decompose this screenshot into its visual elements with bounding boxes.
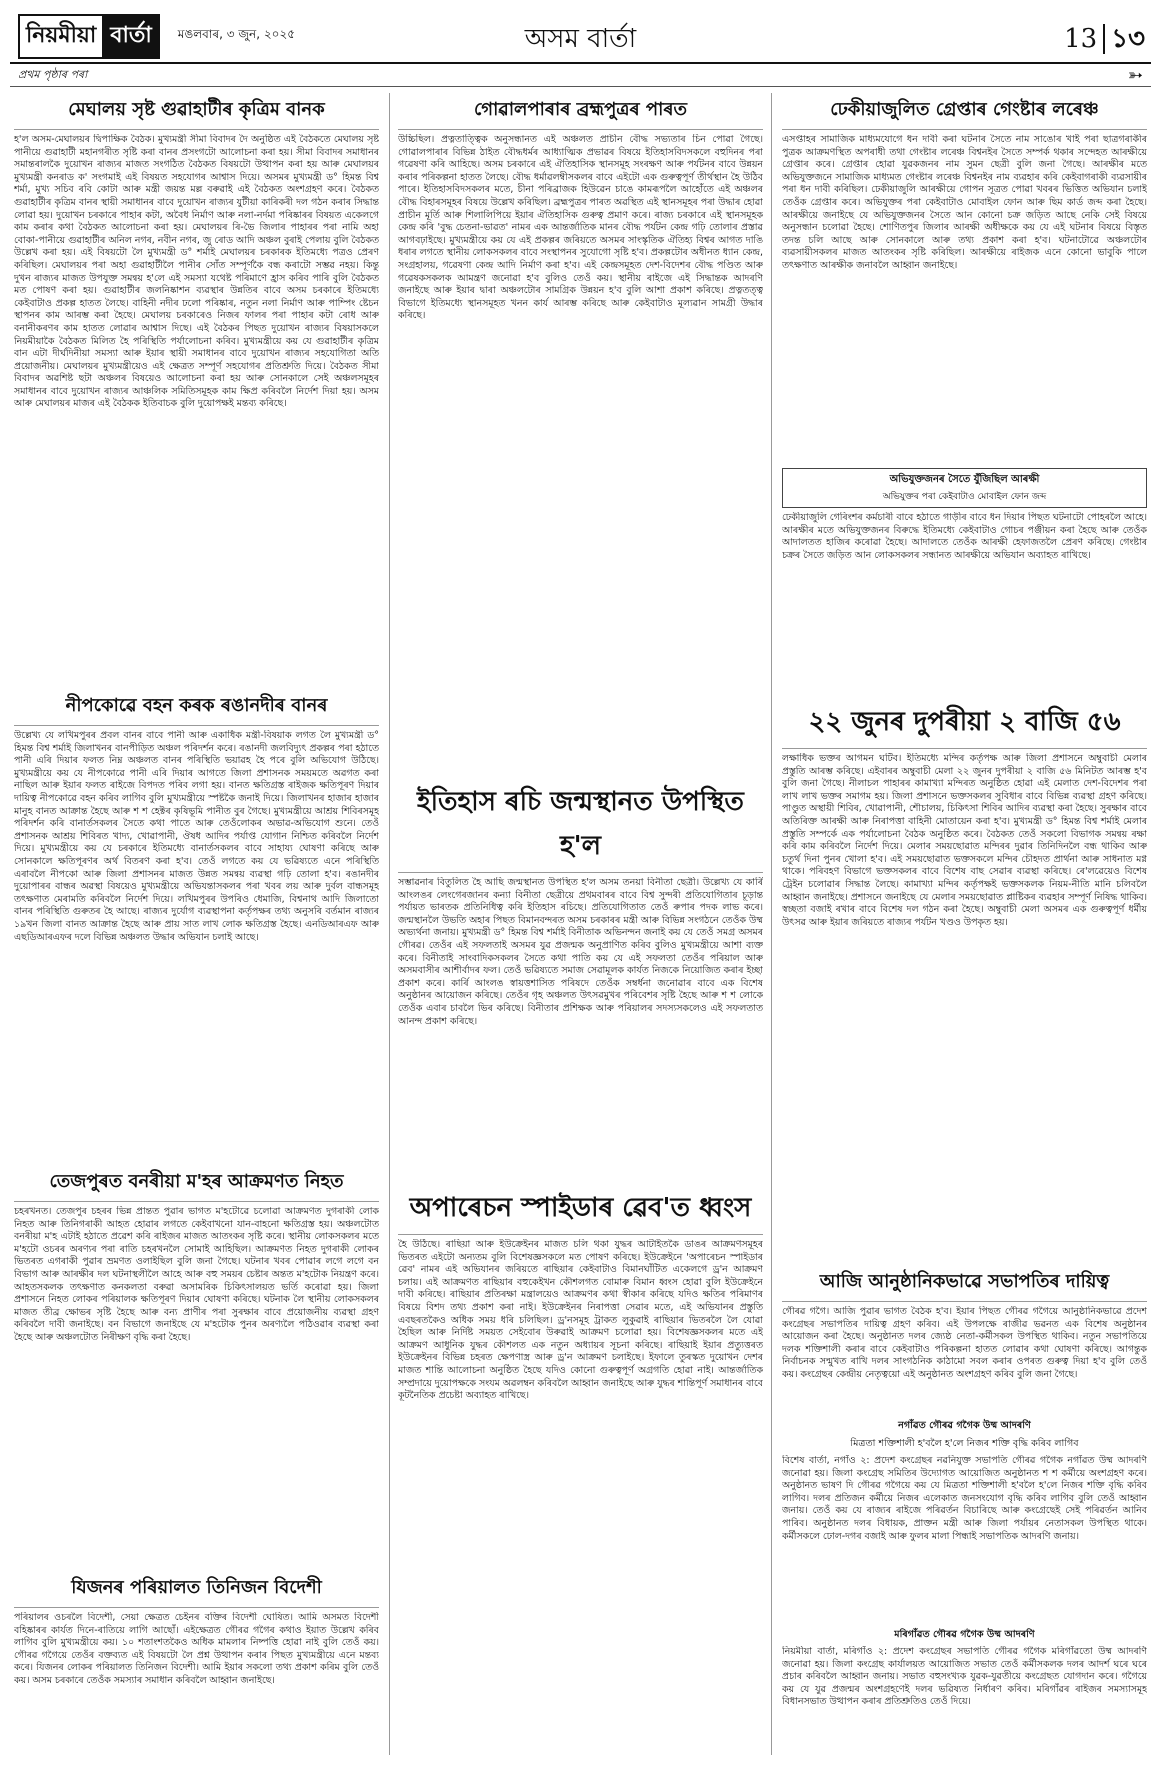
article-headline: গোৱালপাৰাৰ ব্ৰহ্মপুত্ৰৰ পাৰত <box>398 95 763 130</box>
article-congress-president <box>782 1265 1147 1755</box>
article-body: উচ্চিছিল। প্ৰত্নতাত্ত্বিক অনুসন্ধানত এই অঞ্চলত প্ৰাচীন বৌদ্ধ সভ্যতাৰ চিন পোৱা গৈছে। গোৱালপাৰাৰ বিভিন্ন ঠাইত বৌদ্ধধৰ্মৰ আধ্যাত্মিক প্ৰভাৱৰ বিষয়ে ইতিহাসবিদসকলে বহুদিনৰ পৰা গৱেষণা কৰি আহিছে। অসম চৰকাৰে এই ঐতিহাসিক স্থানসমূহ সংৰক্ষণ আৰু পৰ্যটনৰ বাবে উন্নয়ন কৰাৰ পৰিকল্পনা হাতত লৈছে। বৌদ্ধ ধৰ্মাৱলম্বীসকলৰ বাবে এইটো এক গুৰুত্বপূৰ্ণ তীৰ্থস্থান হৈ উঠিব পাৰে। ইতিহাসবিদসকলৰ মতে, চীনা পৰিব্ৰাজক হিউৱেন চাঙে কামৰূপলৈ আহোঁতে এই অঞ্চলৰ বৌদ্ধ বিহাৰসমূহৰ বিষয়ে উল্লেখ কৰিছিল। ব্ৰহ্মপুত্ৰৰ পাৰত অৱস্থিত এই স্থানসমূহৰ পৰা উদ্ধাৰ হোৱা প্ৰাচীন মূৰ্তি আৰু শিলালিপিয়ে ইয়াৰ ঐতিহাসিক গুৰুত্ব প্ৰমাণ কৰে। ৰাজ্য চৰকাৰে এই স্থানসমূহক কেন্দ্ৰ কৰি 'বুদ্ধ চেতনা-ভাৱত' নামৰ এক আন্তৰ্জাতিক মানৰ বৌদ্ধ পৰ্যটন কেন্দ্ৰ গঢ়ি তোলাৰ প্ৰস্তাৱ আগবঢ়াইছে। মুখ্যমন্ত্ৰীয়ে কয় যে এই প্ৰকল্পৰ জৰিয়তে অসমৰ সাংস্কৃতিক ঐতিহ্য বিশ্বৰ আগত দাঙি ধৰাৰ লগতে স্থানীয় লোকসকলৰ বাবে সংস্থাপনৰ সুযোগো সৃষ্টি হ'ব। প্ৰকল্পটোৰ অধীনত ধ্যান কেন্দ্ৰ, সংগ্ৰহালয়, গৱেষণা কেন্দ্ৰ আদি নিৰ্মাণ কৰা হ'ব। এই কেন্দ্ৰসমূহত দেশ-বিদেশৰ বৌদ্ধ পণ্ডিত আৰু গৱেষকসকলক আমন্ত্ৰণ জনোৱা হ'ব বুলিও তেওঁ কয়। স্থানীয় ৰাইজে এই সিদ্ধান্তক আদৰণি জনাইছে আৰু ইয়াৰ দ্বাৰা অঞ্চলটোৰ সামগ্ৰিক উন্নয়ন হ'ব বুলি আশা প্ৰকাশ কৰিছে। প্ৰত্নতত্ত্ব বিভাগে ইতিমধ্যে স্থানসমূহত খনন কাৰ্য আৰম্ভ কৰিছে আৰু কেইবাটাও মূল্যৱান সামগ্ৰী উদ্ধাৰ কৰিছে। <box>398 134 763 322</box>
article-headline: যিজনৰ পৰিয়ালত তিনিজন বিদেশী <box>14 1573 379 1608</box>
article-body: হৈ উঠিছে। ৰাছিয়া আৰু ইউক্ৰেইনৰ মাজত চলি থকা যুদ্ধৰ আটাইতকৈ ডাঙৰ আক্ৰমণসমূহৰ ভিতৰত এইটো অন্যতম বুলি বিশেষজ্ঞসকলে মত পোষণ কৰিছে। ইউক্ৰেইনে 'অপাৰেচন স্পাইডাৰ ৱেব' নামৰ এই অভিযানৰ জৰিয়তে ৰাছিয়াৰ কেইবাটাও বিমানঘাঁটিত একেলগে ড্ৰ'ন আক্ৰমণ চলায়। এই আক্ৰমণত ৰাছিয়াৰ বহুকেইখন কৌশলগত বোমাৰু বিমান ধ্বংস হোৱা বুলি ইউক্ৰেইনে দাবী কৰিছে। ৰাছিয়াৰ প্ৰতিৰক্ষা মন্ত্ৰালয়েও আক্ৰমণৰ কথা স্বীকাৰ কৰিছে যদিও ক্ষতিৰ পৰিমাণৰ বিষয়ে বিশদ তথ্য প্ৰকাশ কৰা নাই। ইউক্ৰেইনৰ নিৰাপত্তা সেৱাৰ মতে, এই অভিযানৰ প্ৰস্তুতি এবছৰতকৈও অধিক সময় ধৰি চলিছিল। ড্ৰ'নসমূহ ট্ৰাকত লুকুৱাই ৰাছিয়াৰ ভিতৰলৈ লৈ যোৱা হৈছিল আৰু নিৰ্দিষ্ট সময়ত সেইবোৰ উৰুৱাই আক্ৰমণ চলোৱা হয়। বিশেষজ্ঞসকলৰ মতে এই আক্ৰমণ আধুনিক যুদ্ধৰ কৌশলত এক নতুন অধ্যায়ৰ সূচনা কৰিছে। ৰাছিয়াই ইয়াৰ প্ৰত্যুত্তৰত ইউক্ৰেইনৰ বিভিন্ন চহৰত ক্ষেপণাস্ত্ৰ আৰু ড্ৰ'ন আক্ৰমণ চলাইছে। ইফালে তুৰস্কত দুয়োখন দেশৰ মাজত শান্তি আলোচনা অনুষ্ঠিত হৈছে যদিও কোনো গুৰুত্বপূৰ্ণ অগ্ৰগতি হোৱা নাই। আন্তৰ্জাতিক সম্প্ৰদায়ে দুয়োপক্ষকে সংযম অৱলম্বন কৰিবলৈ আহ্বান জনাইছে আৰু যুদ্ধৰ শান্তিপূৰ্ণ সমাধানৰ বাবে কূটনৈতিক প্ৰচেষ্টা অব্যাহত ৰাখিছে। <box>398 1239 763 1402</box>
kicker-nagaon-sub: মিত্ৰতা শক্তিশালী হ'বলৈ হ'লে নিজৰ শক্তি বৃদ্ধি কৰিব লাগিব <box>850 1438 1079 1449</box>
article-tezpur-buffalo <box>14 1165 379 1565</box>
continued-from-label: প্ৰথম পৃষ্ঠাৰ পৰা <box>18 67 88 81</box>
article-columns <box>10 87 1151 1755</box>
kicker-morigaon: মৰিগাঁৱত গৌৰৱ গগৈক উষ্ম আদৰণি <box>894 1629 1035 1640</box>
article-headline: অপাৰেচন স্পাইডাৰ ৱেব'ত ধ্বংস <box>398 1187 763 1235</box>
middle-column <box>389 93 772 1755</box>
article-headline: ইতিহাস ৰচি জন্মস্থানত উপস্থিত হ'ল <box>398 781 763 873</box>
article-headline: ঢেকীয়াজুলিত গ্ৰেপ্তাৰ গেংষ্টাৰ লৰেঞ্চ <box>782 95 1147 130</box>
article-body: চহৰখনত। তেজপুৰ চহৰৰ ভিন্ন প্ৰান্তত পুৱাৰ ভাগত ম'হটোৱে চলোৱা আক্ৰমণত দুগৰাকী লোক নিহত আৰু তিনিগৰাকী আহত হোৱাৰ লগতে কেইবাখনো যান-বাহনো ক্ষতিগ্ৰস্ত হয়। অঞ্চলটোত বনৰীয়া ম'হ এটাই হঠাতে প্ৰৱেশ কৰি ৰাইজৰ মাজত আতংকৰ সৃষ্টি কৰে। স্থানীয় লোকসকলৰ মতে ম'হটো ওচৰৰ অৰণ্যৰ পৰা ৰাতি চহৰখনলৈ সোমাই আহিছিল। আক্ৰমণত নিহত দুগৰাকী লোকৰ ভিতৰত এগৰাকী পুৱাৰ ভ্ৰমণত ওলাইছিল বুলি জনা গৈছে। ঘটনাৰ খবৰ পোৱাৰ লগে লগে বন বিভাগ আৰু আৰক্ষীৰ দল ঘটনাস্থলীলৈ আহে আৰু বহু সময়ৰ চেষ্টাৰ অন্তত ম'হটোক নিয়ন্ত্ৰণ কৰে। আহতসকলক তৎক্ষণাত কনকলতা বৰুৱা অসামৰিক চিকিৎসালয়ত ভৰ্তি কৰোৱা হয়। জিলা প্ৰশাসনে নিহত লোকৰ পৰিয়ালক ক্ষতিপূৰণ দিয়াৰ ঘোষণা কৰিছে। ঘটনাক লৈ স্থানীয় লোকসকলৰ মাজত তীব্ৰ ক্ষোভৰ সৃষ্টি হৈছে আৰু বন্য প্ৰাণীৰ পৰা সুৰক্ষাৰ বাবে প্ৰয়োজনীয় ব্যৱস্থা গ্ৰহণ কৰিবলৈ দাবী জনাইছে। বন বিভাগে জনাইছে যে ম'হটোক পুনৰ অৰণ্যলৈ পঠিওৱাৰ ব্যৱস্থা কৰা হৈছে আৰু অঞ্চলটোত নিৰীক্ষণ বৃদ্ধি কৰা হৈছে। <box>14 1206 379 1343</box>
kicker-nagaon: নগাঁৱত গৌৰৱ গগৈক উষ্ম আদৰণি <box>898 1420 1031 1431</box>
subhead: অভিযুক্তজনৰ সৈতে যুঁজিছিল আৰক্ষী <box>889 474 1040 485</box>
masthead <box>10 10 1151 64</box>
article-birthplace <box>398 779 763 1179</box>
dateline: মঙলবাৰ, ৩ জুন, ২০২৫ <box>177 27 296 41</box>
article-foreigners <box>14 1571 379 1731</box>
left-column <box>14 93 379 1755</box>
article-headline: ২২ জুনৰ দুপৰীয়া ২ বাজি ৫৬ <box>782 701 1147 749</box>
article-body-morigaon: নিয়মীয়া বাৰ্তা, মৰিগাঁও ২: প্ৰদেশ কংগ্ৰেছৰ সভাপতি গৌৰৱ গগৈক মৰিগাঁৱতো উষ্ম আদৰণি জনোৱা হয়। জিলা কংগ্ৰেছ কাৰ্যালয়ত আয়োজিত সভাত তেওঁ কৰ্মীসকলক দলৰ আদৰ্শ ঘৰে ঘৰে প্ৰচাৰ কৰিবলৈ আহ্বান জনায়। সভাত বহুসংখ্যক যুৱক-যুৱতীয়ে কংগ্ৰেছত যোগদান কৰে। গগৈয়ে কয় যে যুৱ প্ৰজন্মৰ অংশগ্ৰহণেই দলৰ ভৱিষ্যত নিৰ্ধাৰণ কৰিব। মৰিগাঁৱৰ ৰাইজৰ সমস্যাসমূহ বিধানসভাত উত্থাপন কৰাৰ প্ৰতিশ্ৰুতিও তেওঁ দিয়ে। <box>782 1646 1147 1708</box>
newspaper-logo[interactable] <box>18 16 160 56</box>
subhead-sub: অভিযুক্তৰ পৰা কেইবাটাও মোবাইল ফোন জব্দ <box>882 492 1047 502</box>
page-number-en: 13 <box>1064 24 1098 54</box>
article-body: গৌৰৱ গগৈ। আজি পুৱাৰ ভাগত বৈঠক হ'ব। ইয়াৰ পিছত গৌৰৱ গগৈয়ে আনুষ্ঠানিকভাৱে প্ৰদেশ কংগ্ৰেছৰ সভাপতিৰ দায়িত্ব গ্ৰহণ কৰিব। এই উপলক্ষে ৰাজীৱ ভৱনত এক বিশেষ অনুষ্ঠানৰ আয়োজন কৰা হৈছে। অনুষ্ঠানত দলৰ জ্যেষ্ঠ নেতা-কৰ্মীসকল উপস্থিত থাকিব। নতুন সভাপতিয়ে দলক শক্তিশালী কৰাৰ বাবে কেইবাটাও পৰিকল্পনা হাতত লোৱাৰ কথা ঘোষণা কৰিছে। আগন্তুক নিৰ্বাচনক সন্মুখত ৰাখি দলৰ সাংগঠনিক কাঠামো সবল কৰাৰ ওপৰত গুৰুত্ব দিয়া হ'ব বুলি তেওঁ কয়। কংগ্ৰেছৰ কেন্দ্ৰীয় নেতৃত্বয়ো এই অনুষ্ঠানত অংশগ্ৰহণ কৰিব বুলি জনা গৈছে। <box>782 1306 1147 1380</box>
page-number <box>1064 18 1145 62</box>
newspaper-page <box>10 10 1151 1769</box>
arrow-icon: ➳ <box>1127 64 1143 86</box>
article-body: লক্ষাধিক ভক্তৰ আগমন ঘটিব। ইতিমধ্যে মন্দিৰ কৰ্তৃপক্ষ আৰু জিলা প্ৰশাসনে অম্বুবাচী মেলাৰ প্ৰস্তুতি আৰম্ভ কৰিছে। এইবাৰৰ অম্বুবাচী মেলা ২২ জুনৰ দুপৰীয়া ২ বাজি ৫৬ মিনিটত আৰম্ভ হ'ব বুলি জনা গৈছে। নীলাচল পাহাৰৰ কামাখ্যা মন্দিৰত অনুষ্ঠিত হোৱা এই মেলাত দেশ-বিদেশৰ পৰা লাখ লাখ ভক্তৰ সমাগম হয়। জিলা প্ৰশাসনে ভক্তসকলৰ সুবিধাৰ বাবে বিভিন্ন ব্যৱস্থা গ্ৰহণ কৰিছে। পাণ্ডুত অস্থায়ী শিবিৰ, খোৱাপানী, শৌচালয়, চিকিৎসা শিবিৰ আদিৰ ব্যৱস্থা কৰা হৈছে। সুৰক্ষাৰ বাবে অতিৰিক্ত আৰক্ষী আৰু নিৰাপত্তা বাহিনী মোতায়েন কৰা হ'ব। মুখ্যমন্ত্ৰী ড° হিমন্ত বিশ্ব শৰ্মাই মেলাৰ প্ৰস্তুতি সম্পৰ্কে এক পৰ্যালোচনা বৈঠক অনুষ্ঠিত কৰে। বৈঠকত তেওঁ সকলো বিভাগক সমন্বয় ৰক্ষা কৰি কাম কৰিবলৈ নিৰ্দেশ দিয়ে। মেলাৰ সময়ছোৱাত মন্দিৰৰ দুৱাৰ তিনিদিনলৈ বন্ধ থাকিব আৰু চতুৰ্থ দিনা পুনৰ খোলা হ'ব। এই সময়ছোৱাত ভক্তসকলে মন্দিৰ চৌহদত প্ৰাৰ্থনা আৰু সাধনাত মগ্ন থাকে। পৰিবহণ বিভাগে ভক্তসকলৰ বাবে বিশেষ বাছ সেৱাৰ ব্যৱস্থা কৰিছে। ৰে'লৱেয়েও বিশেষ ট্ৰেইন চলোৱাৰ সিদ্ধান্ত লৈছে। কামাখ্যা মন্দিৰ কৰ্তৃপক্ষই ভক্তসকলক নিয়ম-নীতি মানি চলিবলৈ আহ্বান জনাইছে। প্ৰশাসনে জনাইছে যে মেলাৰ সময়ছোৱাত প্লাষ্টিকৰ ব্যৱহাৰ সম্পূৰ্ণ নিষিদ্ধ থাকিব। স্বচ্ছতা বজাই ৰখাৰ বাবে বিশেষ দল গঠন কৰা হৈছে। অম্বুবাচী মেলা অসমৰ এক গুৰুত্বপূৰ্ণ ধৰ্মীয় উৎসৱ আৰু ইয়াৰ জৰিয়তে ৰাজ্যৰ পৰ্যটন খণ্ডও উপকৃত হয়। <box>782 753 1147 928</box>
article-subhead-box <box>782 468 1147 508</box>
logo-part-2: বাৰ্তা <box>102 14 160 59</box>
article-ambubachi <box>782 699 1147 1259</box>
article-spider-web <box>398 1185 763 1725</box>
article-meghalaya-flood <box>14 93 379 683</box>
article-headline: তেজপুৰত বনৰীয়া ম'হৰ আক্ৰমণত নিহত <box>14 1167 379 1202</box>
page-number-as: ১৩ <box>1103 24 1145 54</box>
continuation-bar <box>10 64 1151 87</box>
article-body: সম্ভাৱনাৰ বিতুলিত হৈ আছি জন্মস্থানত উপস্থিত হ'ল অসম তনয়া বিনীতা ছেত্ৰী। উল্লেখ্য যে কাৰ্ৰি আংলঙৰ লেংগেৰজানৰ কন্যা বিনীতা ছেত্ৰীয়ে প্ৰথমবাৰৰ বাবে বিশ্ব সুন্দৰী প্ৰতিযোগিতাৰ চূড়ান্ত পৰ্যায়ত ভাৰতক প্ৰতিনিধিত্ব কৰি ইতিহাস ৰচিছে। প্ৰতিযোগিতাত তেওঁ ৰুপাৰ পদক লাভ কৰে। জন্মস্থানলৈ উভতি অহাৰ পিছত বিমানবন্দৰত অসম চৰকাৰৰ মন্ত্ৰী আৰু বিভিন্ন সংগঠনে তেওঁক উষ্ম অভ্যৰ্থনা জনায়। মুখ্যমন্ত্ৰী ড° হিমন্ত বিশ্ব শৰ্মাই বিনীতাক অভিনন্দন জনাই কয় যে তেওঁ সমগ্ৰ অসমৰ গৌৰৱ। তেওঁৰ এই সফলতাই অসমৰ যুৱ প্ৰজন্মক অনুপ্ৰাণিত কৰিব বুলিও মুখ্যমন্ত্ৰীয়ে আশা ব্যক্ত কৰে। বিনীতাই সাংবাদিকসকলৰ সৈতে কথা পাতি কয় যে এই সফলতা তেওঁৰ পৰিয়াল আৰু অসমবাসীৰ আশীৰ্বাদৰ ফল। তেওঁ ভৱিষ্যতে সমাজ সেৱামূলক কাৰ্যত নিজকে নিয়োজিত কৰাৰ ইচ্ছা প্ৰকাশ কৰে। কাৰ্ৰি আংলঙ স্বায়ত্তশাসিত পৰিষদে তেওঁক সম্বৰ্ধনা জনোৱাৰ বাবে এক বিশেষ অনুষ্ঠানৰ আয়োজন কৰিছে। তেওঁৰ গৃহ অঞ্চলত উৎসৱমুখৰ পৰিবেশৰ সৃষ্টি হৈছে আৰু শ শ লোকে তেওঁক এবাৰ চাবলৈ ভিৰ কৰিছে। বিনীতাৰ প্ৰশিক্ষক আৰু পৰিয়ালৰ সদস্যসকলেও এই সফলতাত আনন্দ প্ৰকাশ কৰিছে। <box>398 877 763 1027</box>
right-column <box>782 93 1147 1755</box>
logo-part-1: নিয়মীয়া <box>18 14 102 59</box>
article-body-nagaon: বিশেষ বাৰ্তা, নগাঁও ২: প্ৰদেশ কংগ্ৰেছৰ নৱনিযুক্ত সভাপতি গৌৰৱ গগৈক নগাঁৱত উষ্ম আদৰণি জনোৱা হয়। জিলা কংগ্ৰেছ সমিতিৰ উদ্যোগত আয়োজিত অনুষ্ঠানত শ শ কৰ্মীয়ে অংশগ্ৰহণ কৰে। অনুষ্ঠানত ভাষণ দি গৌৰৱ গগৈয়ে কয় যে মিত্ৰতা শক্তিশালী হ'বলৈ হ'লে নিজৰ শক্তি বৃদ্ধি কৰিব লাগিব। দলৰ প্ৰতিজন কৰ্মীয়ে নিজৰ এলেকাত জনসংযোগ বৃদ্ধি কৰিব লাগিব বুলি তেওঁ আহ্বান জনায়। তেওঁ কয় যে ৰাজ্যৰ ৰাইজে পৰিৱৰ্তন বিচাৰিছে আৰু কংগ্ৰেছেই সেই পৰিৱৰ্তন আনিব পাৰিব। অনুষ্ঠানত দলৰ বিধায়ক, প্ৰাক্তন মন্ত্ৰী আৰু জিলা পৰ্যায়ৰ নেতাসকল উপস্থিত থাকে। কৰ্মীসকলে ঢোল-দগৰ বজাই আৰু ফুলৰ মালা পিন্ধাই সভাপতিক আদৰণি জনায়। <box>782 1455 1147 1542</box>
article-goalpara <box>398 93 763 773</box>
article-body: পৰিয়ালৰ ওচৰলৈ বিদেশী, সেয়া ক্ষেত্ৰত চেইনৰ বক্তিৰ বিদেশী ঘোষিত। আমি অসমত বিদেশী বহিষ্কাৰৰ কাৰ্যত দিনে-ৰাতিয়ে লাগি আছোঁ। এইক্ষেত্ৰত গৌৰৱ গগৈৰ কথাও ইয়াত উল্লেখ কৰিব লাগিব বুলি মুখ্যমন্ত্ৰীয়ে কয়। ১০ শতাংশতকৈও অধিক মামলাৰ নিষ্পত্তি হোৱা নাই বুলি তেওঁ কয়। গৌৰৱ গগৈয়ে তেওঁৰ বক্তব্যত এই বিষয়টো লৈ প্ৰশ্ন উত্থাপন কৰাৰ পিছত মুখ্যমন্ত্ৰীয়ে এনে মন্তব্য কৰে। যিজনৰ লোকৰ পৰিয়ালত তিনিজন বিদেশী। আমি ইয়াৰ সকলো তথ্য প্ৰকাশ কৰিম বুলি তেওঁ কয়। অসম চৰকাৰে তেওঁক সমস্যাৰ সমাধান কৰিবলৈ আহ্বান জনাইছে। <box>14 1612 379 1686</box>
article-headline: মেঘালয় সৃষ্ট গুৱাহাটীৰ কৃত্ৰিম বানক <box>14 95 379 130</box>
article-neepco <box>14 689 379 1159</box>
article-body: উল্লেখ্য যে লখিমপুৰৰ প্ৰবল বানৰ বাবে পানী আৰু একাধিক মন্ত্ৰী-বিষয়াক লগত লৈ মুখ্যমন্ত্ৰী ড° হিমন্ত বিশ্ব শৰ্মাই জিলাখনৰ বানপীড়িত অঞ্চল পৰিদৰ্শন কৰে। ৰঙানদী জলবিদ্যুৎ প্ৰকল্পৰ পৰা হঠাতে পানী এৰি দিয়াৰ ফলত নিম্ন অঞ্চলত বানৰ পৰিস্থিতি ভয়াৱহ হৈ পৰে বুলি অভিযোগ উঠিছে। মুখ্যমন্ত্ৰীয়ে কয় যে নীপকোৱে পানী এৰি দিয়াৰ আগতে জিলা প্ৰশাসনক সময়মতে অৱগত কৰা নাছিল আৰু ইয়াৰ ফলত ৰাইজে বিপদত পৰিব লগা হয়। বানত ক্ষতিগ্ৰস্ত ৰাইজক ক্ষতিপূৰণ দিয়াৰ দায়িত্ব নীপকোৱে বহন কৰিব লাগিব বুলি মুখ্যমন্ত্ৰীয়ে স্পষ্টকৈ জনাই দিয়ে। জিলাখনৰ হাজাৰ হাজাৰ মানুহ বানত আক্ৰান্ত হৈছে আৰু শ শ হেক্টৰ কৃষিভূমি পানীত বুৰ গৈছে। মুখ্যমন্ত্ৰীয়ে আশ্ৰয় শিবিৰসমূহ পৰিদৰ্শন কৰি বানাৰ্তসকলৰ সৈতে কথা পাতে আৰু তেওঁলোকৰ অভাৱ-অভিযোগ শুনে। তেওঁ প্ৰশাসনক আশ্ৰয় শিবিৰত খাদ্য, খোৱাপানী, ঔষধ আদিৰ পৰ্যাপ্ত যোগান নিশ্চিত কৰিবলৈ নিৰ্দেশ দিয়ে। মুখ্যমন্ত্ৰীয়ে কয় যে চৰকাৰে ইতিমধ্যে বানাৰ্তসকলৰ বাবে সাহায্য ঘোষণা কৰিছে আৰু সোনকালে ক্ষতিপূৰণৰ অৰ্থ বিতৰণ কৰা হ'ব। তেওঁ লগতে কয় যে ভৱিষ্যতে এনে পৰিস্থিতি এৰাবলৈ নীপকো আৰু জিলা প্ৰশাসনৰ মাজত উন্নত সমন্বয় ব্যৱস্থা গঢ়ি তোলা হ'ব। ৰঙানদীৰ দুয়োপাৰৰ বান্ধৰ অৱস্থা বিষয়েও মুখ্যমন্ত্ৰীয়ে অভিযন্তাসকলৰ পৰা খবৰ লয় আৰু দুৰ্বল বান্ধসমূহ তৎক্ষণাত মেৰামতি কৰিবলৈ নিৰ্দেশ দিয়ে। লখিমপুৰৰ উপৰিও ধেমাজি, বিশ্বনাথ আদি জিলাতো বানৰ পৰিস্থিতি গুৰুতৰ হৈ আছে। ৰাজ্যৰ দুৰ্যোগ ব্যৱস্থাপনা কৰ্তৃপক্ষৰ তথ্য অনুসৰি বৰ্তমান ৰাজ্যৰ ১৯খন জিলা বানত আক্ৰান্ত হৈছে আৰু প্ৰায় সাত লাখ লোক ক্ষতিগ্ৰস্ত হৈছে। এনডিআৰএফ আৰু এছডিআৰএফৰ দলে বিভিন্ন অঞ্চলত উদ্ধাৰ অভিযান চলাই আছে। <box>14 730 379 943</box>
article-body: এসপ্তাহৰ সামাজিক মাধ্যমযোগে ধন দাবী কৰা ঘটনাৰ সৈতে নাম সাঙোৰ খাই পৰা ছাত্ৰগৰাকীৰ পুত্ৰক আক্ৰমণস্থিত অপৰাধী তথা গেংষ্টাৰ লৰেঞ্চ বিশ্বনইৰ সৈতে সম্পৰ্ক থকাৰ সন্দেহত আৰক্ষীয়ে গ্ৰেপ্তাৰ কৰে। গ্ৰেপ্তাৰ হোৱা যুৱকজনৰ নাম সুমন ছেত্ৰী বুলি জনা গৈছে। আৰক্ষীৰ মতে অভিযুক্তজনে সামাজিক মাধ্যমত গেংষ্টাৰ লৰেঞ্চ বিশ্বনইৰ নাম ব্যৱহাৰ কৰি কেইবাগৰাকী ব্যৱসায়ীৰ পৰা ধন দাবী কৰিছিল। ঢেকীয়াজুলি আৰক্ষীয়ে গোপন সূত্ৰত পোৱা খবৰৰ ভিত্তিত অভিযান চলাই তেওঁক গ্ৰেপ্তাৰ কৰে। অভিযুক্তৰ পৰা কেইবাটাও মোবাইল ফোন আৰু ছিম কাৰ্ড জব্দ কৰা হৈছে। আৰক্ষীয়ে জনাইছে যে অভিযুক্তজনৰ সৈতে আন কোনো চক্ৰ জড়িত আছে নেকি সেই বিষয়ে অনুসন্ধান চলোৱা হৈছে। শোণিতপুৰ জিলাৰ আৰক্ষী অধীক্ষকে কয় যে এই ঘটনাৰ বিষয়ে বিস্তৃত তদন্ত চলি আছে আৰু সোনকালে আৰু তথ্য প্ৰকাশ কৰা হ'ব। ঘটনাটোৱে অঞ্চলটোৰ ব্যৱসায়ীসকলৰ মাজত আতংকৰ সৃষ্টি কৰিছিল। আৰক্ষীয়ে ৰাইজক এনে কোনো ভাবুকি পালে তৎক্ষণাত আৰক্ষীক জনাবলৈ আহ্বান জনাইছে। <box>782 134 1147 271</box>
section-title: অসম বাৰ্তা <box>524 24 637 54</box>
article-headline: আজি আনুষ্ঠানিকভাৱে সভাপতিৰ দায়িত্ব <box>782 1267 1147 1302</box>
article-body-continued: ঢেকীয়াজুলি গেৰিংশৰ কৰ্মচাৰী বাবে হঠাতে গাড়ীৰ বাবে ধন দিয়াৰ পিছত ঘটনাটো পোহৰলৈ আহে। আৰক্ষীৰ মতে অভিযুক্তজনৰ বিৰুদ্ধে ইতিমধ্যে কেইবাটাও গোচৰ পঞ্জীয়ন কৰা হৈছে আৰু তেওঁক আদালতত হাজিৰ কৰোৱা হৈছে। আদালতে তেওঁক আৰক্ষী হেফাজতলৈ প্ৰেৰণ কৰিছে। গেংষ্টাৰ চক্ৰৰ সৈতে জড়িত আন লোকসকলৰ সন্ধানত আৰক্ষীয়ে অভিযান অব্যাহত ৰাখিছে। <box>782 512 1147 561</box>
article-body: হ'ল অসম-মেঘালয়ৰ দ্বিপাক্ষিক বৈঠক। মুখ্যমন্ত্ৰী সীমা বিবাদৰ দৈ অনুষ্ঠিত এই বৈঠকতে মেঘালয় সৃষ্ট পানীয়ে গুৱাহাটী মহানগৰীত সৃষ্টি কৰা বানৰ প্ৰসংগটো আলোচনা কৰা হয়। সীমা বিবাদৰ সমাধানৰ সমান্তৰালকৈ দুয়োখন ৰাজ্যৰ মাজত সংগঠিত বৈঠকত বিষয়টো উত্থাপন কৰা হয় আৰু মেঘালয়ৰ মুখ্যমন্ত্ৰী কনৰাড ক' সংগমাই এই বিষয়ত সহযোগৰ আশ্বাস দিয়ে। অসমৰ মুখ্যমন্ত্ৰী ড° হিমন্ত বিশ্ব শৰ্মা, মুখ্য সচিব ৰবি কোটা আৰু মন্ত্ৰী জয়ন্ত মল্ল বৰুৱাই এই বৈঠকত অংশগ্ৰহণ কৰে। বৈঠকত গুৱাহাটীৰ কৃত্ৰিম বানৰ স্থায়ী সমাধানৰ বাবে দুয়োখন ৰাজ্যৰ যুটীয়া কাৰিকৰী দল গঠন কৰাৰ সিদ্ধান্ত লোৱা হয়। দুয়োখন চৰকাৰে পাহাৰ কটা, অবৈধ নিৰ্মাণ আৰু নলা-নৰ্দমা পৰিষ্কাৰৰ বিষয়ত একেলগে কাম কৰাৰ কথা বৈঠকত আলোচনা কৰা হয়। মেঘালয়ৰ ৰি-ভৈ জিলাৰ পাহাৰৰ পৰা নামি অহা বোকা-পানীয়ে গুৱাহাটীৰ অনিল নগৰ, নবীন নগৰ, জু ৰোড আদি অঞ্চল বুৰাই পেলায় বুলি বৈঠকত উল্লেখ কৰা হয়। এই বিষয়টো লৈ মুখ্যমন্ত্ৰী ড° শৰ্মাই মেঘালয়ৰ চৰকাৰক ইতিমধ্যে পত্ৰও প্ৰেৰণ কৰিছিল। মেঘালয়ৰ পৰা অহা গুৱাহাটীলৈ পানীৰ সোঁত সম্পূৰ্ণকৈ বন্ধ কৰাটো সম্ভৱ নহয়। কিন্তু দুখন ৰাজ্যৰ মাজত উপযুক্ত সমন্বয় হ'লে এই সমস্যা যথেষ্ট পৰিমাণে হ্ৰাস কৰিব পাৰি বুলি বৈঠকত মত পোষণ কৰা হয়। গুৱাহাটীৰ জলনিষ্কাশন ব্যৱস্থাৰ উন্নতিৰ বাবে অসম চৰকাৰে ইতিমধ্যে কেইবাটাও প্ৰকল্প হাতত লৈছে। বাহিনী নদীৰ ঢলো পৰিষ্কাৰ, নতুন নলা নিৰ্মাণ আৰু পাম্পিং ষ্টেচন স্থাপনৰ কাম আৰম্ভ কৰা হৈছে। মেঘালয় চৰকাৰেও নিজৰ ফালৰ পৰা পাহাৰ কটা ৰোধ আৰু বনানীকৰণৰ কাম হাতত লোৱাৰ আশ্বাস দিছে। এই বৈঠকৰ পিছত দুয়োখন ৰাজ্যৰ বিষয়াসকলে নিয়মীয়াকৈ বৈঠকত মিলিত হৈ পৰিস্থিতি পৰ্যালোচনা কৰিব। মুখ্যমন্ত্ৰীয়ে কয় যে গুৱাহাটীৰ কৃত্ৰিম বান এটা দীৰ্ঘদিনীয়া সমস্যা আৰু ইয়াৰ স্থায়ী সমাধানৰ বাবে দুয়োখন ৰাজ্যৰ সহযোগিতা অতি প্ৰয়োজনীয়। মেঘালয়ৰ মুখ্যমন্ত্ৰীয়েও এই ক্ষেত্ৰত সম্পূৰ্ণ সহযোগৰ প্ৰতিশ্ৰুতি দিয়ে। বৈঠকত সীমা বিবাদৰ অৱশিষ্ট ছটা অঞ্চলৰ বিষয়েও আলোচনা কৰা হয় আৰু সোনকালে সেই অঞ্চলসমূহৰ সমাধানৰ বাবে দুয়োখন ৰাজ্যৰ আঞ্চলিক সমিতিসমূহক কাম ক্ষিপ্ৰ কৰিবলৈ নিৰ্দেশ দিয়া হয়। অসম আৰু মেঘালয়ৰ মাজৰ এই বৈঠকক ইতিবাচক বুলি দুয়োপক্ষই মন্তব্য কৰিছে। <box>14 134 379 410</box>
article-headline: নীপকোৱে বহন কৰক ৰঙানদীৰ বানৰ <box>14 691 379 726</box>
article-dhekiajuli-arrest <box>782 93 1147 693</box>
